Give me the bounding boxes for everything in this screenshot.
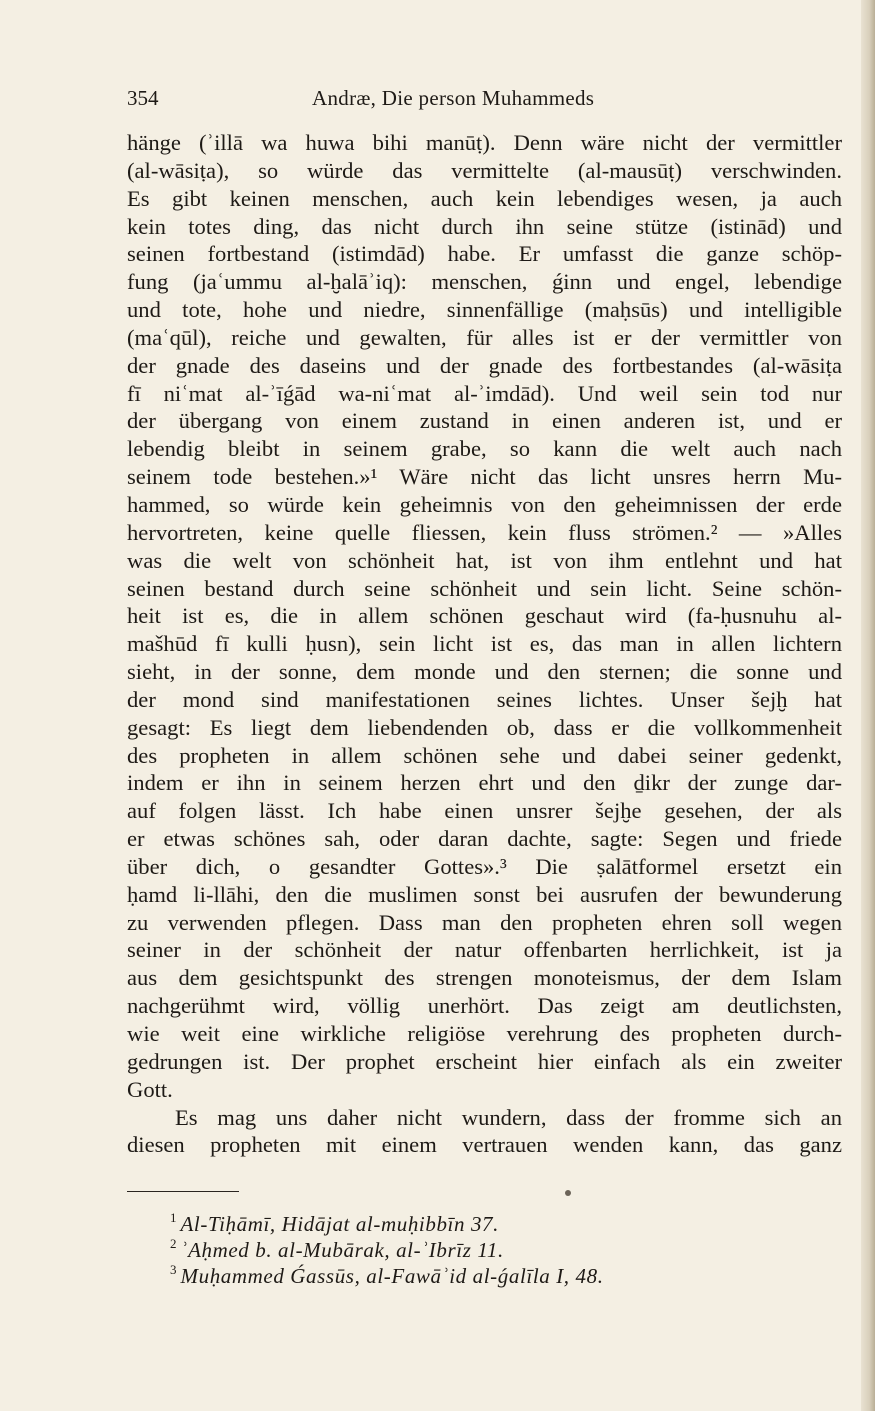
text-line: und tote, hohe und niedre, sinnenfällige (maḥsūs) und intelligible	[127, 297, 842, 323]
text-line: fī niʿmat al-ʾīǵād wa-niʿmat al-ʾimdād). Und weil sein tod nur	[127, 380, 842, 406]
text-line: der gnade des daseins und der gnade des fortbestandes (al-wāsiṭa	[127, 352, 842, 378]
ink-speck	[565, 1190, 571, 1196]
footnote-text: Muḥammed Ǵassūs, al-Fawāʾid al-ǵalīla I, 48.	[180, 1264, 604, 1288]
text-line: sieht, in der sonne, dem monde und den sternen; die sonne und	[127, 659, 842, 685]
text-line: was die welt von schönheit hat, ist von ihm entlehnt und hat	[127, 547, 842, 573]
page-number: 354	[127, 86, 159, 110]
text-line: heit ist es, die in allem schönen geschaut wird (fa-ḥusnuhu al-	[127, 603, 842, 629]
text-line: er etwas schönes sah, oder daran dachte, sagte: Segen und friede	[127, 826, 842, 852]
text-line: hänge (ʾillā wa huwa bihi manūṭ). Denn wäre nicht der vermittler	[127, 130, 842, 155]
footnote-rule	[127, 1191, 239, 1192]
text-line: aus dem gesichtspunkt des strengen monoteismus, der dem Islam	[127, 965, 842, 991]
text-line: kein totes ding, das nicht durch ihn seine stütze (istinād) und	[127, 213, 842, 239]
footnote-text: Al-Tiḥāmī, Hidājat al-muḥibbīn 37.	[180, 1212, 499, 1236]
text-line: ḥamd li-llāhi, den die muslimen sonst bei ausrufen der bewunderung	[127, 881, 842, 907]
text-line: diesen propheten mit einem vertrauen wenden kann, das ganz	[127, 1132, 842, 1158]
page-header	[127, 86, 842, 116]
footnote-text: ʾAḥmed b. al-Mubārak, al-ʾIbrīz 11.	[180, 1238, 504, 1262]
text-line: (al-wāsiṭa), so würde das vermittelte (al-mausūṭ) verschwinden.	[127, 157, 842, 183]
text-line: fung (jaʿummu al-ḫalāʾiq): menschen, ǵinn und engel, lebendige	[127, 269, 842, 295]
text-line: seinen fortbestand (istimdād) habe. Er umfasst die ganze schöp-	[127, 241, 842, 267]
text-line: indem er ihn in seinem herzen ehrt und den ḏikr der zunge dar-	[127, 770, 842, 796]
text-line: zu verwenden pflegen. Dass man den propheten ehren soll wegen	[127, 909, 842, 935]
footnote-3	[170, 1257, 830, 1288]
text-line: gesagt: Es liegt dem liebendenden ob, dass er die vollkommenheit	[127, 714, 842, 740]
footnote-1	[170, 1205, 830, 1236]
text-line: der übergang von einem zustand in einen anderen ist, und er	[127, 408, 842, 434]
footnote-mark: 2	[170, 1236, 177, 1251]
text-line: hammed, so würde kein geheimnis von den geheimnissen der erde	[127, 491, 842, 517]
footnote-mark: 1	[170, 1210, 177, 1225]
text-line: der mond sind manifestationen seines lichtes. Unser šejḫ hat	[127, 686, 842, 712]
text-line: seinen bestand durch seine schönheit und sein licht. Seine schön-	[127, 575, 842, 601]
running-title: Andræ, Die person Muhammeds	[312, 86, 595, 110]
text-line: lebendig bleibt in seinem grabe, so kann die welt auch nach	[127, 436, 842, 462]
text-line: (maʿqūl), reiche und gewalten, für alles ist er der vermittler von	[127, 324, 842, 350]
body-text	[127, 129, 842, 1159]
text-line: nachgerühmt wird, völlig unerhört. Das zeigt am deutlichsten,	[127, 993, 842, 1019]
text-line: seiner in der schönheit der natur offenbarten herrlichkeit, ist ja	[127, 937, 842, 963]
footnote-2	[170, 1231, 830, 1262]
text-line: Es gibt keinen menschen, auch kein lebendiges wesen, ja auch	[127, 185, 842, 211]
page-edge	[861, 0, 875, 1411]
text-line: auf folgen lässt. Ich habe einen unsrer šejḫe gesehen, der als	[127, 798, 842, 824]
text-line: über dich, o gesandter Gottes».³ Die ṣalātformel ersetzt ein	[127, 853, 842, 879]
text-line: wie weit eine wirkliche religiöse verehrung des propheten durch-	[127, 1021, 842, 1046]
text-line: gedrungen ist. Der prophet erscheint hier einfach als ein zweiter	[127, 1048, 842, 1074]
text-line-paragraph-start: Es mag uns daher nicht wundern, dass der fromme sich an	[175, 1104, 842, 1130]
footnotes	[170, 1205, 830, 1288]
text-line: seinem tode bestehen.»¹ Wäre nicht das licht unsres herrn Mu-	[127, 464, 842, 490]
text-line: hervortreten, keine quelle fliessen, kein fluss strömen.² — »Alles	[127, 519, 842, 545]
footnote-mark: 3	[170, 1262, 177, 1277]
text-line: mašhūd fī kulli ḥusn), sein licht ist es, das man in allen lichtern	[127, 631, 842, 657]
text-line-paragraph-end: Gott.	[127, 1076, 173, 1102]
text-line: des propheten in allem schönen sehe und dabei seiner gedenkt,	[127, 742, 842, 768]
